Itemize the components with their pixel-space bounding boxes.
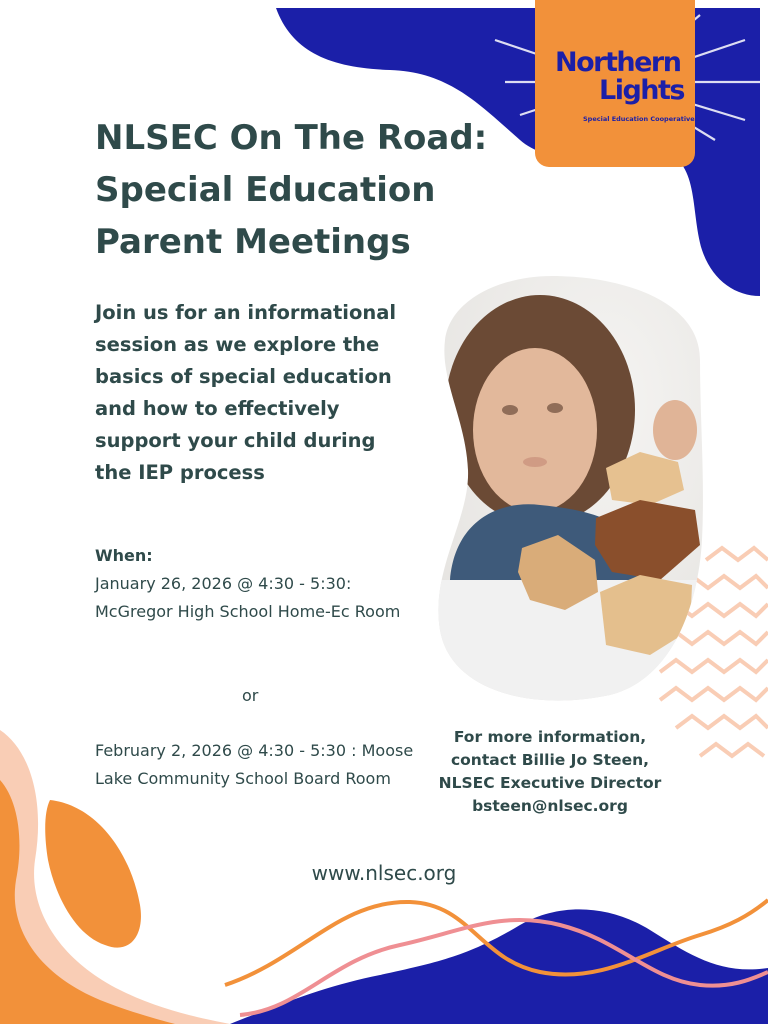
navy-wave-bottom: [230, 909, 768, 1024]
event-february: February 2, 2026 @ 4:30 - 5:30 : Moose Lake Community School Board Room: [95, 741, 414, 788]
page-title: NLSEC On The Road: Special Education Parent Meetings: [95, 118, 488, 262]
northern-lights-logo: [535, 0, 695, 167]
contact-line-1: For more information,: [453, 728, 647, 746]
logo-word-lights: Lights: [599, 75, 684, 106]
or-separator: or: [242, 686, 259, 705]
event-january: January 26, 2026 @ 4:30 - 5:30: McGregor High School Home-Ec Room: [95, 574, 401, 621]
when-label: When:: [95, 546, 153, 565]
intro-text: Join us for an informational session as we explore the basics of special education and how to effectively support your child during the IEP process: [95, 301, 397, 484]
website-link[interactable]: www.nlsec.org: [311, 861, 457, 885]
child-with-wooden-blocks-photo: [430, 270, 720, 710]
contact-line-3: NLSEC Executive Director: [438, 774, 662, 792]
contact-line-2: contact Billie Jo Steen,: [450, 751, 650, 769]
logo-word-northern: Northern: [555, 47, 681, 78]
contact-email-link[interactable]: bsteen@nlsec.org: [472, 797, 628, 815]
logo-tagline: Special Education Cooperative: [583, 115, 695, 123]
contact-info: [420, 726, 680, 818]
orange-leaf-left: [45, 800, 141, 948]
